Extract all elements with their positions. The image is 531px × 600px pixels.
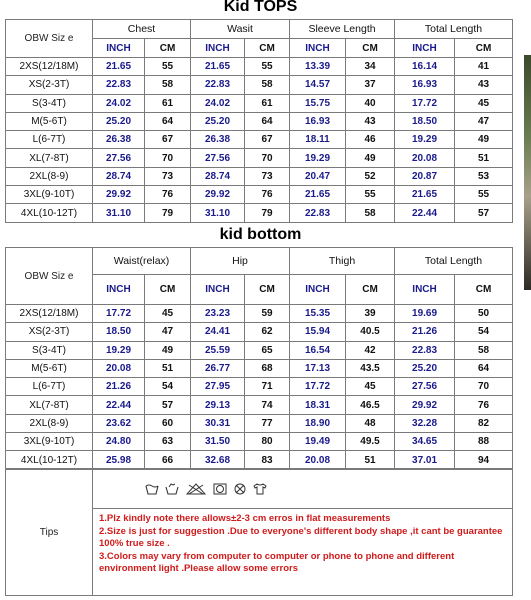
inch-value-cell: 29.92 [191,186,245,204]
inch-value-cell: 24.02 [93,94,145,112]
cm-value-cell: 54 [145,378,191,396]
cm-value-cell: 37 [346,76,395,94]
unit-cm-header: CM [346,39,395,58]
cm-value-cell: 76 [145,186,191,204]
care-icons [93,469,512,495]
cm-value-cell: 61 [145,94,191,112]
cm-value-cell: 88 [455,433,513,451]
inch-value-cell: 22.44 [93,396,145,414]
tip-line-2: 2.Size is just for suggestion .Due to everyone's different body shape ,it cant be guarantee 100% true size . [99,525,503,549]
inch-value-cell: 18.50 [93,323,145,341]
cm-value-cell: 58 [145,76,191,94]
inch-value-cell: 25.20 [395,359,455,377]
cm-value-cell: 53 [455,167,513,185]
cm-value-cell: 79 [145,204,191,222]
bottom-size-table [5,247,513,470]
unit-cm-header: CM [455,39,513,58]
cm-value-cell: 64 [145,112,191,130]
inch-value-cell: 28.74 [191,167,245,185]
inch-value-cell: 16.93 [395,76,455,94]
size-cell: 3XL(9-10T) [6,186,93,204]
inch-value-cell: 27.56 [395,378,455,396]
inch-value-cell: 17.72 [93,305,145,323]
tip-line-1: 1.Plz kindly note there allows±2-3 cm erros in flat measurements [99,513,391,524]
cm-value-cell: 46.5 [346,396,395,414]
size-cell: XL(7-8T) [6,149,93,167]
total-length-header: Total Length [395,20,513,39]
size-cell: M(5-6T) [6,112,93,130]
table-row [6,149,513,167]
inch-value-cell: 21.65 [93,58,145,76]
inch-value-cell: 25.20 [191,112,245,130]
inch-value-cell: 26.38 [191,131,245,149]
table-row [6,378,513,396]
cm-value-cell: 59 [245,305,290,323]
cm-value-cell: 45 [346,378,395,396]
inch-value-cell: 26.38 [93,131,145,149]
cm-value-cell: 54 [455,323,513,341]
hand-wash-icon [165,483,179,495]
care-row [6,469,513,509]
inch-value-cell: 24.02 [191,94,245,112]
inch-value-cell: 24.41 [191,323,245,341]
obw-size-label: OBW Siz e [6,20,93,58]
cm-value-cell: 73 [145,167,191,185]
size-cell: S(3-4T) [6,94,93,112]
size-cell: 2XS(12/18M) [6,58,93,76]
cm-value-cell: 67 [145,131,191,149]
inch-value-cell: 21.26 [395,323,455,341]
inch-value-cell: 17.72 [395,94,455,112]
waist-header: Wasit [191,20,290,39]
wash-icon [145,483,159,495]
table-row [6,186,513,204]
inch-value-cell: 16.93 [290,112,346,130]
dry-clean-icon [233,483,247,495]
cm-value-cell: 55 [455,186,513,204]
unit-inch-header: INCH [395,275,455,305]
inch-value-cell: 24.80 [93,433,145,451]
bottom-title: kid bottom [219,226,302,243]
table-row [6,323,513,341]
cm-value-cell: 70 [455,378,513,396]
size-cell: XS(2-3T) [6,76,93,94]
no-bleach-icon [185,483,207,495]
inch-value-cell: 18.90 [290,414,346,432]
size-cell: 4XL(10-12T) [6,451,93,469]
cm-value-cell: 52 [346,167,395,185]
cm-value-cell: 80 [245,433,290,451]
inch-value-cell: 18.31 [290,396,346,414]
cm-value-cell: 49 [145,341,191,359]
inch-value-cell: 19.49 [290,433,346,451]
inch-value-cell: 14.57 [290,76,346,94]
cm-value-cell: 49 [346,149,395,167]
unit-inch-header: INCH [290,275,346,305]
tips-text [93,509,513,596]
table-row [6,76,513,94]
cm-value-cell: 49.5 [346,433,395,451]
size-cell: M(5-6T) [6,359,93,377]
unit-cm-header: CM [245,39,290,58]
unit-cm-header: CM [145,39,191,58]
inch-value-cell: 20.87 [395,167,455,185]
sleeve-length-header: Sleeve Length [290,20,395,39]
cm-value-cell: 51 [455,149,513,167]
waist-relax-header: Waist(relax) [93,248,191,275]
cm-value-cell: 55 [145,58,191,76]
inch-value-cell: 25.59 [191,341,245,359]
cm-value-cell: 45 [145,305,191,323]
inch-value-cell: 20.08 [93,359,145,377]
cm-value-cell: 39 [346,305,395,323]
bottom-group-header-row [6,248,513,275]
size-cell: 3XL(9-10T) [6,433,93,451]
cm-value-cell: 41 [455,58,513,76]
inch-value-cell: 15.75 [290,94,346,112]
table-row [6,58,513,76]
table-row [6,204,513,222]
inch-value-cell: 21.65 [395,186,455,204]
inch-value-cell: 20.08 [290,451,346,469]
inch-value-cell: 21.65 [290,186,346,204]
inch-value-cell: 20.47 [290,167,346,185]
tops-size-table [5,19,513,223]
unit-cm-header: CM [455,275,513,305]
tips-label: Tips [6,469,93,596]
cm-value-cell: 70 [245,149,290,167]
inch-value-cell: 16.54 [290,341,346,359]
obw-size-label: OBW Siz e [6,248,93,305]
inch-value-cell: 22.83 [290,204,346,222]
inch-value-cell: 19.29 [395,131,455,149]
unit-inch-header: INCH [290,39,346,58]
unit-inch-header: INCH [93,39,145,58]
cm-value-cell: 94 [455,451,513,469]
tops-group-header-row [6,20,513,39]
cm-value-cell: 45 [455,94,513,112]
table-row [6,167,513,185]
cm-value-cell: 57 [455,204,513,222]
cm-value-cell: 76 [455,396,513,414]
table-row [6,305,513,323]
cm-value-cell: 61 [245,94,290,112]
unit-cm-header: CM [145,275,191,305]
size-cell: 2XL(8-9) [6,414,93,432]
inch-value-cell: 29.92 [395,396,455,414]
cm-value-cell: 43.5 [346,359,395,377]
inch-value-cell: 30.31 [191,414,245,432]
cm-value-cell: 43 [346,112,395,130]
size-cell: L(6-7T) [6,378,93,396]
inch-value-cell: 27.95 [191,378,245,396]
cm-value-cell: 63 [145,433,191,451]
size-cell: 2XS(12/18M) [6,305,93,323]
inch-value-cell: 21.26 [93,378,145,396]
unit-inch-header: INCH [191,275,245,305]
shirt-icon [253,483,267,495]
inch-value-cell: 28.74 [93,167,145,185]
thigh-header: Thigh [290,248,395,275]
cm-value-cell: 70 [145,149,191,167]
unit-cm-header: CM [346,275,395,305]
inch-value-cell: 23.62 [93,414,145,432]
cm-value-cell: 74 [245,396,290,414]
cm-value-cell: 67 [245,131,290,149]
inch-value-cell: 22.44 [395,204,455,222]
table-row [6,451,513,469]
inch-value-cell: 17.72 [290,378,346,396]
table-row [6,359,513,377]
inch-value-cell: 27.56 [191,149,245,167]
cm-value-cell: 65 [245,341,290,359]
cm-value-cell: 55 [346,186,395,204]
table-row [6,131,513,149]
cm-value-cell: 58 [455,341,513,359]
inch-value-cell: 29.13 [191,396,245,414]
cm-value-cell: 58 [346,204,395,222]
inch-value-cell: 25.98 [93,451,145,469]
inch-value-cell: 27.56 [93,149,145,167]
tumble-dry-icon [213,483,227,495]
inch-value-cell: 19.29 [290,149,346,167]
inch-value-cell: 32.28 [395,414,455,432]
table-row [6,94,513,112]
cm-value-cell: 46 [346,131,395,149]
cm-value-cell: 50 [455,305,513,323]
cm-value-cell: 40.5 [346,323,395,341]
cm-value-cell: 40 [346,94,395,112]
inch-value-cell: 18.50 [395,112,455,130]
size-cell: XL(7-8T) [6,396,93,414]
inch-value-cell: 16.14 [395,58,455,76]
cm-value-cell: 55 [245,58,290,76]
cm-value-cell: 79 [245,204,290,222]
cm-value-cell: 49 [455,131,513,149]
cm-value-cell: 73 [245,167,290,185]
cm-value-cell: 64 [245,112,290,130]
inch-value-cell: 22.83 [395,341,455,359]
tip-line-3: 3.Colors may vary from computer to computer or phone to phone and different environment light .Please allow some errors [99,550,455,574]
tips-table [5,468,513,596]
cm-value-cell: 82 [455,414,513,432]
cm-value-cell: 51 [346,451,395,469]
size-cell: 2XL(8-9) [6,167,93,185]
inch-value-cell: 29.92 [93,186,145,204]
inch-value-cell: 32.68 [191,451,245,469]
size-cell: 4XL(10-12T) [6,204,93,222]
table-row [6,341,513,359]
tops-title: Kid TOPS [223,0,298,15]
inch-value-cell: 21.65 [191,58,245,76]
cm-value-cell: 71 [245,378,290,396]
table-row [6,112,513,130]
inch-value-cell: 18.11 [290,131,346,149]
unit-inch-header: INCH [395,39,455,58]
cm-value-cell: 48 [346,414,395,432]
inch-value-cell: 26.77 [191,359,245,377]
size-cell: S(3-4T) [6,341,93,359]
table-row [6,414,513,432]
cm-value-cell: 58 [245,76,290,94]
hip-header: Hip [191,248,290,275]
cm-value-cell: 43 [455,76,513,94]
cm-value-cell: 83 [245,451,290,469]
unit-inch-header: INCH [191,39,245,58]
size-cell: XS(2-3T) [6,323,93,341]
inch-value-cell: 34.65 [395,433,455,451]
inch-value-cell: 19.69 [395,305,455,323]
total-length-header: Total Length [395,248,513,275]
cm-value-cell: 76 [245,186,290,204]
inch-value-cell: 13.39 [290,58,346,76]
chest-header: Chest [93,20,191,39]
inch-value-cell: 15.94 [290,323,346,341]
cm-value-cell: 62 [245,323,290,341]
inch-value-cell: 15.35 [290,305,346,323]
table-row [6,396,513,414]
size-cell: L(6-7T) [6,131,93,149]
unit-inch-header: INCH [93,275,145,305]
inch-value-cell: 23.23 [191,305,245,323]
cm-value-cell: 60 [145,414,191,432]
cm-value-cell: 51 [145,359,191,377]
inch-value-cell: 22.83 [191,76,245,94]
product-photo-edge [524,55,531,290]
inch-value-cell: 25.20 [93,112,145,130]
table-row [6,433,513,451]
inch-value-cell: 31.10 [93,204,145,222]
unit-cm-header: CM [245,275,290,305]
cm-value-cell: 34 [346,58,395,76]
inch-value-cell: 37.01 [395,451,455,469]
inch-value-cell: 19.29 [93,341,145,359]
inch-value-cell: 31.50 [191,433,245,451]
inch-value-cell: 31.10 [191,204,245,222]
care-symbols-cell [93,469,513,509]
cm-value-cell: 68 [245,359,290,377]
inch-value-cell: 20.08 [395,149,455,167]
cm-value-cell: 47 [145,323,191,341]
cm-value-cell: 66 [145,451,191,469]
inch-value-cell: 22.83 [93,76,145,94]
cm-value-cell: 77 [245,414,290,432]
cm-value-cell: 47 [455,112,513,130]
inch-value-cell: 17.13 [290,359,346,377]
cm-value-cell: 64 [455,359,513,377]
cm-value-cell: 42 [346,341,395,359]
cm-value-cell: 57 [145,396,191,414]
